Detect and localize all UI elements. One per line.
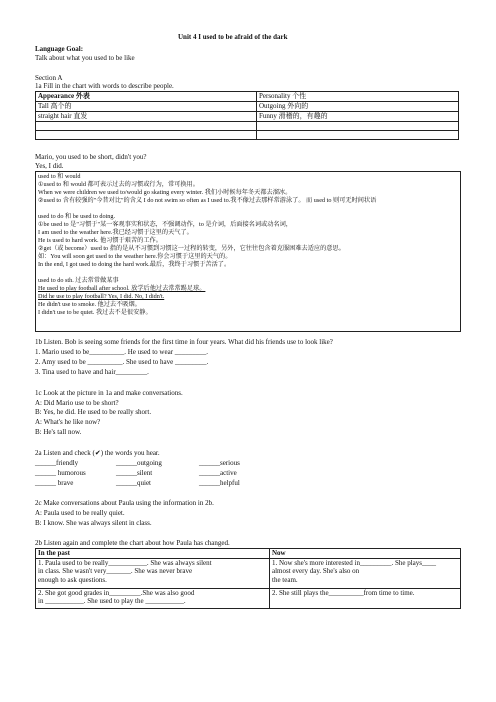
section-heading: Section A [35,74,63,82]
word-2a: ______silent [116,469,153,477]
line-1c: B: He's tall now. [35,428,82,436]
grammar-line: I am used to the weather here.我已经习惯于这里的天气了。 [38,229,193,236]
line-2c: A: Paula used to be really quiet. [35,509,125,517]
chart-2b-line: 2. She got good grades in_________.She was also good [38,588,195,597]
chart-2b-header: Now [270,549,461,559]
grammar-line: used to do sth. 过去常常做某事 [38,277,119,284]
chart-2b-line: in ___________. She used to play the ___________. [38,597,186,605]
chart-2b-line: enough to ask questions. [38,575,107,584]
grammar-line: used to do 和 be used to doing. [38,213,115,220]
goal-text: Talk about what you used to be like [35,54,135,62]
grammar-line: He used to play football after school. 放学后他过去常常踢足球。 [38,285,206,292]
grammar-line: He didn't use to smoke. 他过去不吸烟。 [38,301,141,308]
line-1c: A: What's he like now? [35,418,101,426]
chart-2b-cell [36,558,270,588]
grammar-line: ①used to 和 would 都可表示过去的习惯或行为，常可换用。 [38,181,199,188]
chart-2b-line: the team. [272,575,298,584]
chart-2b-line: 1. Now she's more interested in_________. She plays____ [272,558,436,567]
grammar-line: ②get（或 become）used to 指的是从不习惯到习惯这一过程的转变，另外，它往往包含着克服困难去适应的意思。 [38,245,345,252]
grammar-line: He is used to hard work. 他习惯于艰苦的工作。 [38,237,162,244]
chart-1a-cell [36,130,257,139]
chart-2b-line: in class. She wasn't very_______. She was never brave [38,567,193,575]
word-2a: ______quiet [116,479,151,487]
chart-2b-line: 1. Paula used to be really___________. She was always silent [38,558,212,567]
line-1c: A: Did Mario use to be short? [35,399,119,407]
example-question: Mario, you used to be short, didn't you? [35,153,147,161]
task-1b: 1b Listen. Bob is seeing some friends for the first time in four years. What did his friends use to look like? [35,338,333,346]
grammar-line: ②used to 含有较强的"今昔对比"的含义 I do not swim so often as I used to.我不像过去那样常游泳了。 而 used to 则可无时间状语 [38,197,377,204]
chart-2b-cell [36,588,270,608]
chart-2b [35,548,461,609]
word-2a: ______outgoing [116,459,162,467]
chart-1a-cell: Funny 滑稽的，有趣的 [257,111,459,121]
page-title: Unit 4 I used to be afraid of the dark [178,33,288,41]
chart-2b-header: In the past [36,549,270,559]
grammar-line: Did he use to play football? Yes, I did. No, I didn't. [38,293,165,300]
task-1c: 1c Look at the picture in 1a and make conversations. [35,389,183,397]
chart-1a-cell: Personality 个性 [257,92,459,102]
chart-1a-cell [257,130,459,139]
chart-1a-cell: Outgoing 外向的 [257,101,459,111]
grammar-line: I didn't use to be quiet. 我过去不是很安静。 [38,309,152,316]
task-2b: 2b Listen again and complete the chart about how Paula has changed. [35,539,230,547]
line-1b: 1. Mario used to be__________. He used to wear _________. [35,348,209,356]
word-2a: ______active [199,469,237,477]
task-2a: 2a Listen and check (✔) the words you hear. [35,449,160,457]
chart-1a-cell: Tall 高个的 [36,101,257,111]
word-2a: ______friendly [35,459,79,467]
chart-1a-cell: Appearance 外表 [36,92,257,102]
line-1b: 2. Amy used to be __________. She used to have _________. [35,358,209,366]
line-1c: B: Yes, he did. He used to be really short. [35,408,152,416]
line-1b: 3. Tina used to have and hair_________. [35,368,149,376]
grammar-line: used to 和 would [38,173,81,180]
goal-heading: Language Goal: [35,45,84,53]
word-2a: ______ brave [35,479,74,487]
chart-1a-cell: straight hair 直发 [36,111,257,121]
word-2a: ______helpful [199,479,240,487]
line-2c: B: I know. She was always silent in class. [35,519,152,527]
chart-2b-line: 2. She still plays the__________from time to time. [272,588,415,597]
chart-2b-cell [270,558,461,588]
grammar-box [35,171,461,332]
word-2a: ______ humorous [35,469,86,477]
task-2c: 2c Make conversations about Paula using the information in 2b. [35,499,214,507]
task-1a: 1a Fill in the chart with words to describe people. [35,82,174,90]
chart-2b-line: almost every day. She's also on [272,567,360,575]
grammar-line: 如：You will soon get used to the weather here.你会习惯于这里的天气的。 [38,253,232,260]
chart-1a-cell [36,121,257,130]
grammar-line: In the end, I got used to doing the hard work.最后，我终于习惯于苦活了。 [38,261,231,268]
grammar-line [38,269,458,277]
chart-2b-cell [270,588,461,608]
grammar-line: ①be used to 是"习惯于"某一客观事实和状态，不强调动作，to 是介词，后面接名词或动名词， [38,221,292,228]
grammar-line [38,205,458,213]
chart-1a [35,91,459,140]
grammar-line: When we were children we used to/would go skating every winter. 我们小时候每年冬天都去溜冰。 [38,189,292,196]
word-2a: ______serious [199,459,240,467]
chart-1a-cell [257,121,459,130]
example-answer: Yes, I did. [35,162,64,170]
